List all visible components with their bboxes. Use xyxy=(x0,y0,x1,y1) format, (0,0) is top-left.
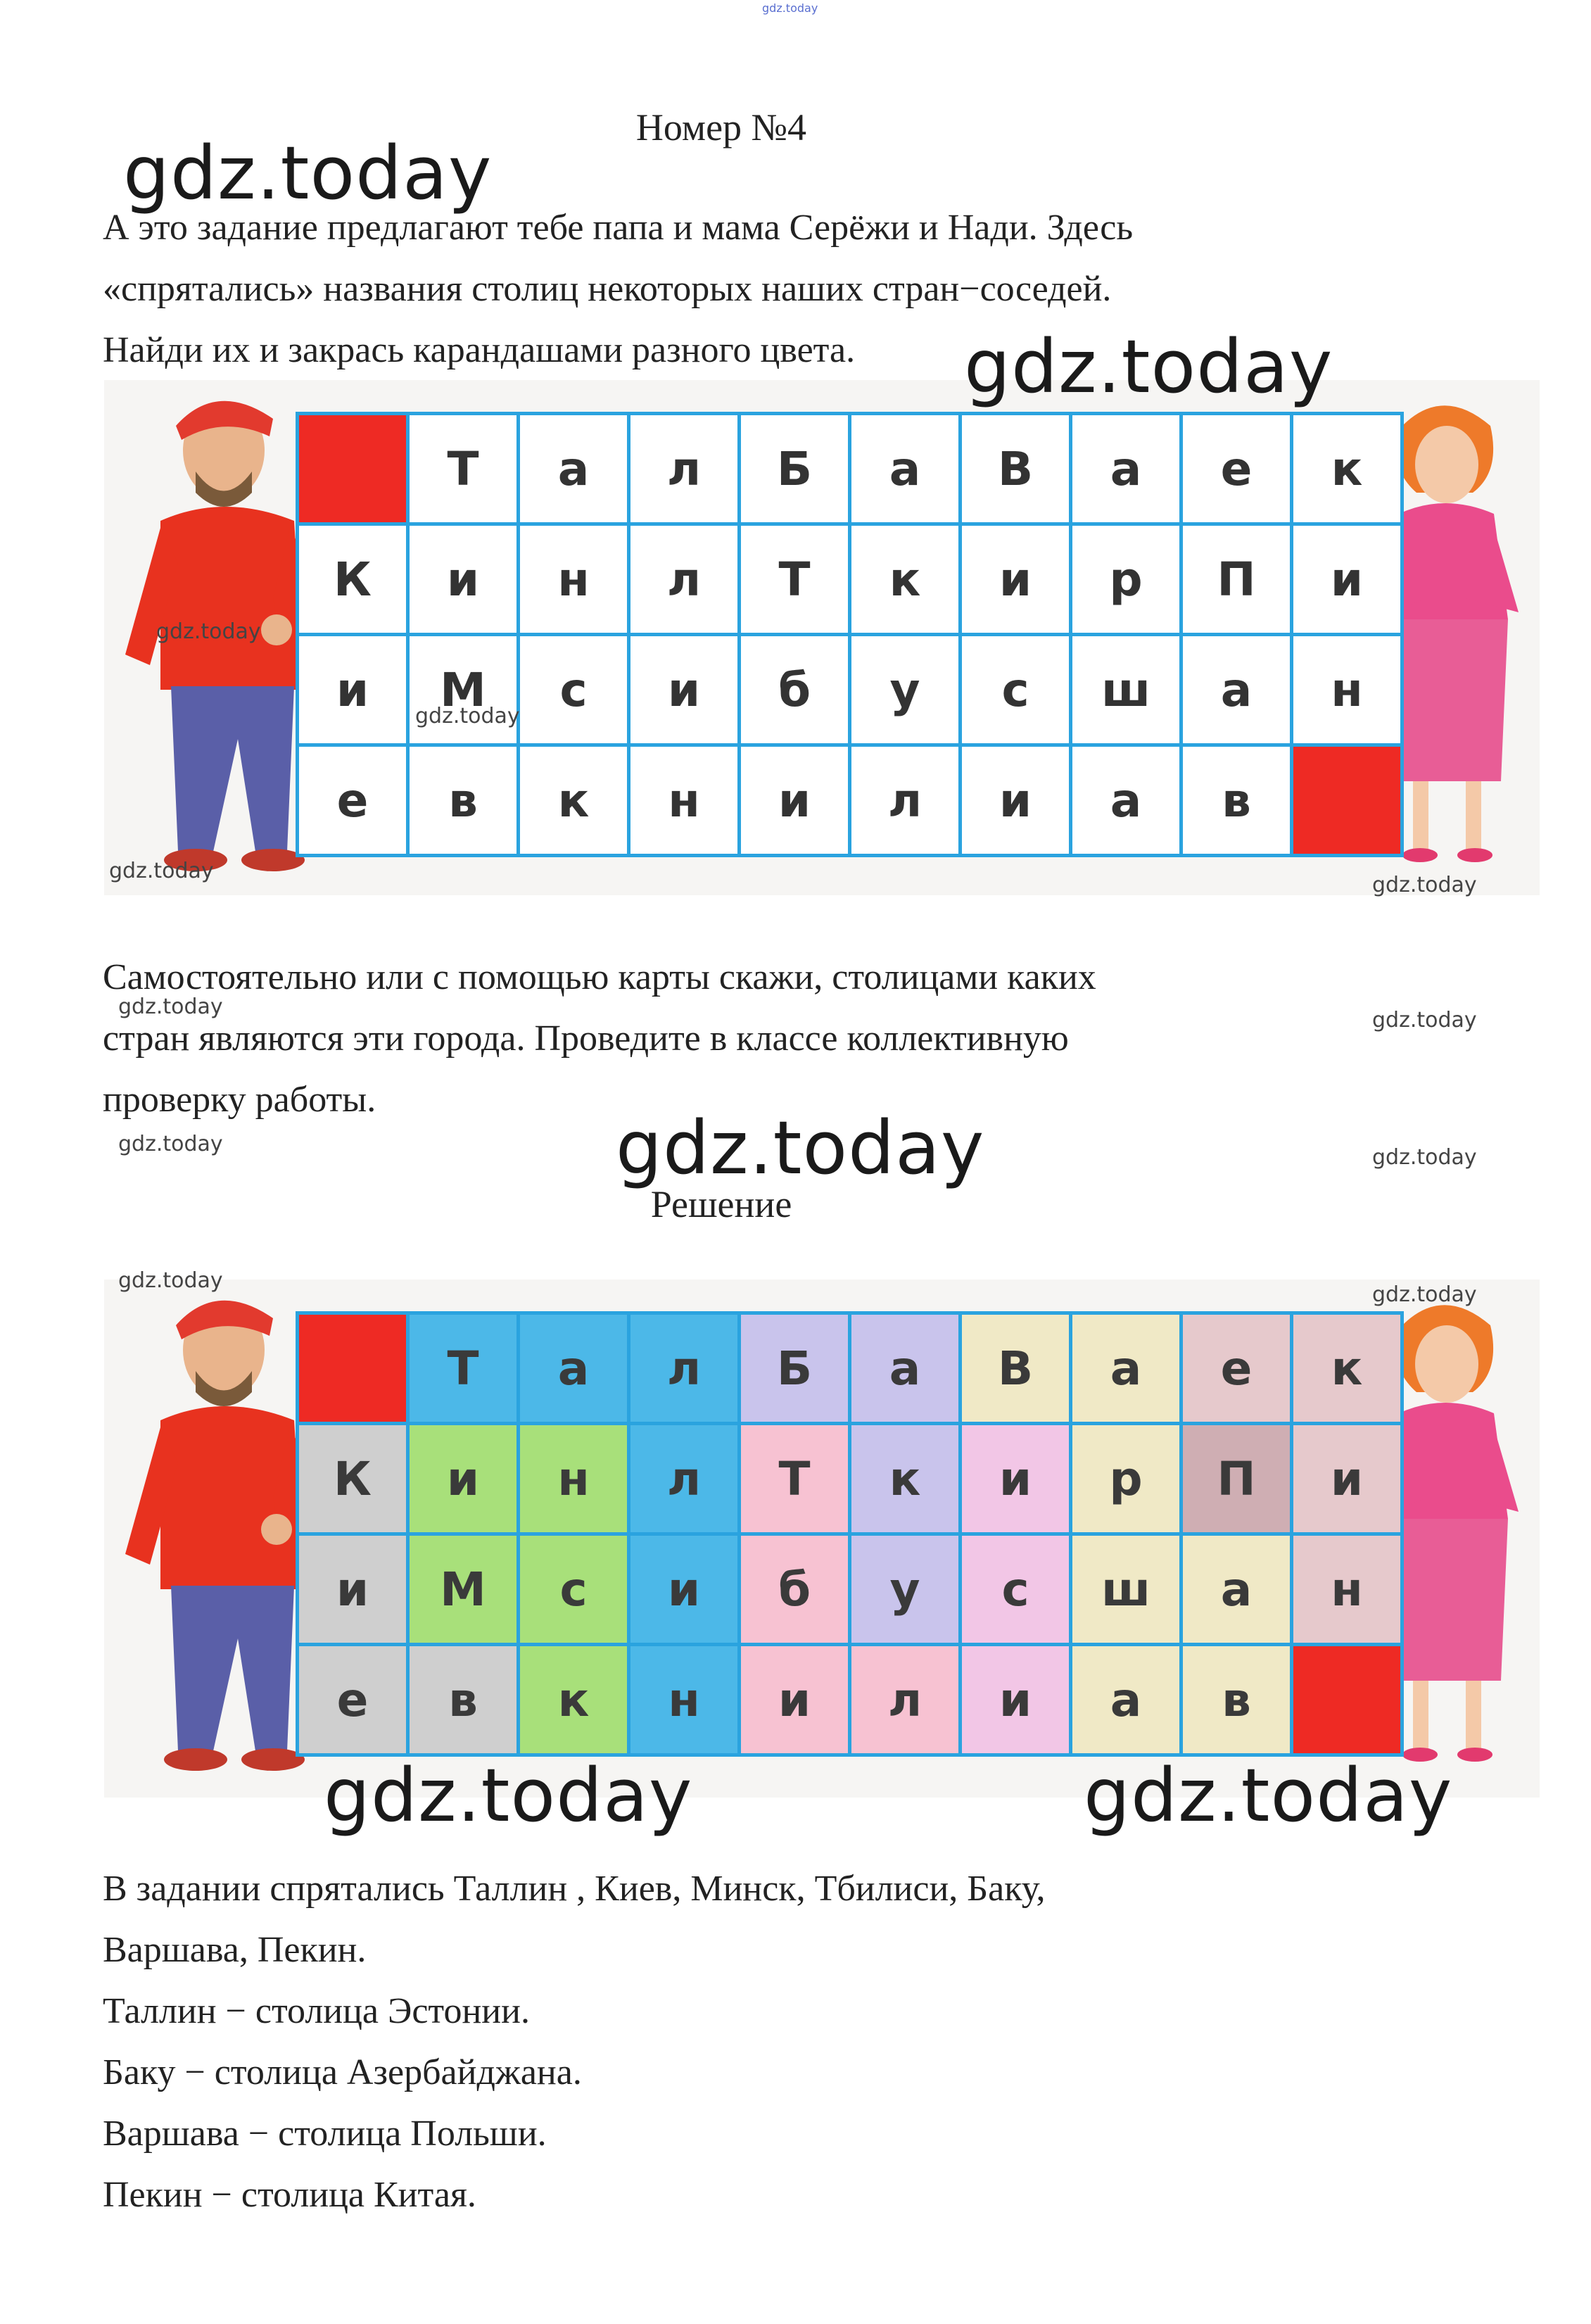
question-line: Самостоятельно или с помощью карты скажи, столицами каких xyxy=(103,957,1096,997)
grid-cell: к xyxy=(520,1646,627,1753)
grid-cell: К xyxy=(299,1425,406,1532)
grid-cell: а xyxy=(520,415,627,522)
watermark: gdz.today xyxy=(123,130,493,216)
grid-cell: у xyxy=(851,636,958,743)
grid-cell: в xyxy=(1183,1646,1290,1753)
grid-cell: Т xyxy=(741,526,848,633)
grid-cell: и xyxy=(1293,1425,1400,1532)
question-line: проверку работы. xyxy=(103,1080,376,1120)
watermark-small: gdz.today xyxy=(109,859,214,883)
task-line: «спрятались» названия столиц некоторых наших стран−соседей. xyxy=(103,269,1112,309)
grid-cell xyxy=(299,415,406,522)
answer-line: Таллин − столица Эстонии. xyxy=(103,1991,530,2031)
grid-cell: и xyxy=(299,636,406,743)
grid-cell: р xyxy=(1072,1425,1179,1532)
solution-heading: Решение xyxy=(650,1183,792,1225)
grid-cell: н xyxy=(520,1425,627,1532)
grid-cell: н xyxy=(630,1646,737,1753)
grid-cell xyxy=(1293,747,1400,854)
answer-text xyxy=(103,1858,1440,2225)
question-text xyxy=(103,947,1440,1130)
answer-line: Варшава − столица Польши. xyxy=(103,2114,547,2154)
grid-cell: ш xyxy=(1072,1536,1179,1643)
grid-cell: е xyxy=(1183,1315,1290,1422)
watermark-small: gdz.today xyxy=(1372,1282,1477,1307)
grid-cell: Б xyxy=(741,1315,848,1422)
grid-cell: М xyxy=(410,636,516,743)
question-line: стран являются эти города. Проведите в классе коллективную xyxy=(103,1018,1069,1059)
grid-cell: и xyxy=(630,636,737,743)
grid-cell: Б xyxy=(741,415,848,522)
grid-cell: к xyxy=(851,1425,958,1532)
grid-cell: а xyxy=(851,1315,958,1422)
solution-figure xyxy=(104,1280,1540,1798)
grid-cell: н xyxy=(1293,1536,1400,1643)
grid-cell: е xyxy=(1183,415,1290,522)
grid-cell: б xyxy=(741,1536,848,1643)
grid-cell: р xyxy=(1072,526,1179,633)
grid-cell: а xyxy=(1072,415,1179,522)
grid-cell: к xyxy=(520,747,627,854)
grid-cell: В xyxy=(962,415,1069,522)
answer-line: Пекин − столица Китая. xyxy=(103,2175,476,2215)
grid-cell: л xyxy=(851,747,958,854)
grid-cell: Т xyxy=(410,1315,516,1422)
grid-cell: л xyxy=(630,1315,737,1422)
grid-cell: е xyxy=(299,747,406,854)
grid-cell: и xyxy=(299,1536,406,1643)
watermark-small: gdz.today xyxy=(118,1132,223,1156)
grid-cell: к xyxy=(1293,415,1400,522)
watermark: gdz.today xyxy=(964,324,1333,410)
watermark-small: gdz.today xyxy=(1372,1145,1477,1170)
grid-cell: л xyxy=(851,1646,958,1753)
grid-cell: б xyxy=(741,636,848,743)
grid-cell: в xyxy=(410,1646,516,1753)
grid-cell: а xyxy=(1072,1315,1179,1422)
grid-cell: и xyxy=(630,1536,737,1643)
solution-grid xyxy=(296,1311,1404,1757)
grid-cell: с xyxy=(962,636,1069,743)
grid-cell: а xyxy=(851,415,958,522)
grid-cell: Т xyxy=(741,1425,848,1532)
grid-cell: и xyxy=(1293,526,1400,633)
puzzle-grid xyxy=(296,412,1404,857)
watermark-small: gdz.today xyxy=(1372,1008,1477,1032)
grid-cell: а xyxy=(1183,636,1290,743)
grid-cell: ш xyxy=(1072,636,1179,743)
watermark-small: gdz.today xyxy=(118,1268,223,1293)
grid-cell: е xyxy=(299,1646,406,1753)
watermark-small: gdz.today xyxy=(118,994,223,1019)
grid-cell: а xyxy=(1072,747,1179,854)
grid-cell: П xyxy=(1183,1425,1290,1532)
grid-cell: н xyxy=(1293,636,1400,743)
grid-cell: у xyxy=(851,1536,958,1643)
answer-line: Варшава, Пекин. xyxy=(103,1930,367,1970)
answer-line: Баку − столица Азербайджана. xyxy=(103,2052,582,2092)
grid-cell: К xyxy=(299,526,406,633)
grid-cell: к xyxy=(851,526,958,633)
grid-cell: и xyxy=(741,1646,848,1753)
grid-cell xyxy=(1293,1646,1400,1753)
grid-cell: в xyxy=(410,747,516,854)
grid-cell: н xyxy=(630,747,737,854)
grid-cell: с xyxy=(962,1536,1069,1643)
grid-cell: и xyxy=(410,1425,516,1532)
grid-cell: л xyxy=(630,1425,737,1532)
watermark-small: gdz.today xyxy=(1372,873,1477,897)
grid-cell: П xyxy=(1183,526,1290,633)
grid-cell: а xyxy=(1072,1646,1179,1753)
watermark: gdz.today xyxy=(324,1753,693,1838)
grid-cell: к xyxy=(1293,1315,1400,1422)
watermark: gdz.today xyxy=(1084,1753,1453,1838)
grid-cell: и xyxy=(962,747,1069,854)
grid-cell: и xyxy=(962,1425,1069,1532)
task-line: Найди их и закрась карандашами разного цвета. xyxy=(103,330,856,370)
page-title: Номер №4 xyxy=(635,106,807,149)
answer-line: В задании спрятались Таллин , Киев, Минск, Тбилиси, Баку, xyxy=(103,1869,1046,1909)
grid-cell: и xyxy=(962,526,1069,633)
grid-cell: и xyxy=(410,526,516,633)
watermark-small: gdz.today xyxy=(415,704,520,728)
task-line: А это задание предлагают тебе папа и мама Серёжи и Нади. Здесь xyxy=(103,208,1134,248)
grid-cell: н xyxy=(520,526,627,633)
grid-cell: а xyxy=(520,1315,627,1422)
grid-cell: с xyxy=(520,1536,627,1643)
grid-cell: и xyxy=(962,1646,1069,1753)
grid-cell: с xyxy=(520,636,627,743)
grid-cell: В xyxy=(962,1315,1069,1422)
grid-cell: л xyxy=(630,415,737,522)
grid-cell: л xyxy=(630,526,737,633)
watermark-small: gdz.today xyxy=(156,619,261,644)
top-watermark: gdz.today xyxy=(762,1,818,15)
grid-cell: Т xyxy=(410,415,516,522)
puzzle-figure xyxy=(104,380,1540,895)
grid-cell xyxy=(299,1315,406,1422)
grid-cell: в xyxy=(1183,747,1290,854)
grid-cell: М xyxy=(410,1536,516,1643)
grid-cell: а xyxy=(1183,1536,1290,1643)
watermark: gdz.today xyxy=(616,1105,985,1191)
grid-cell: и xyxy=(741,747,848,854)
